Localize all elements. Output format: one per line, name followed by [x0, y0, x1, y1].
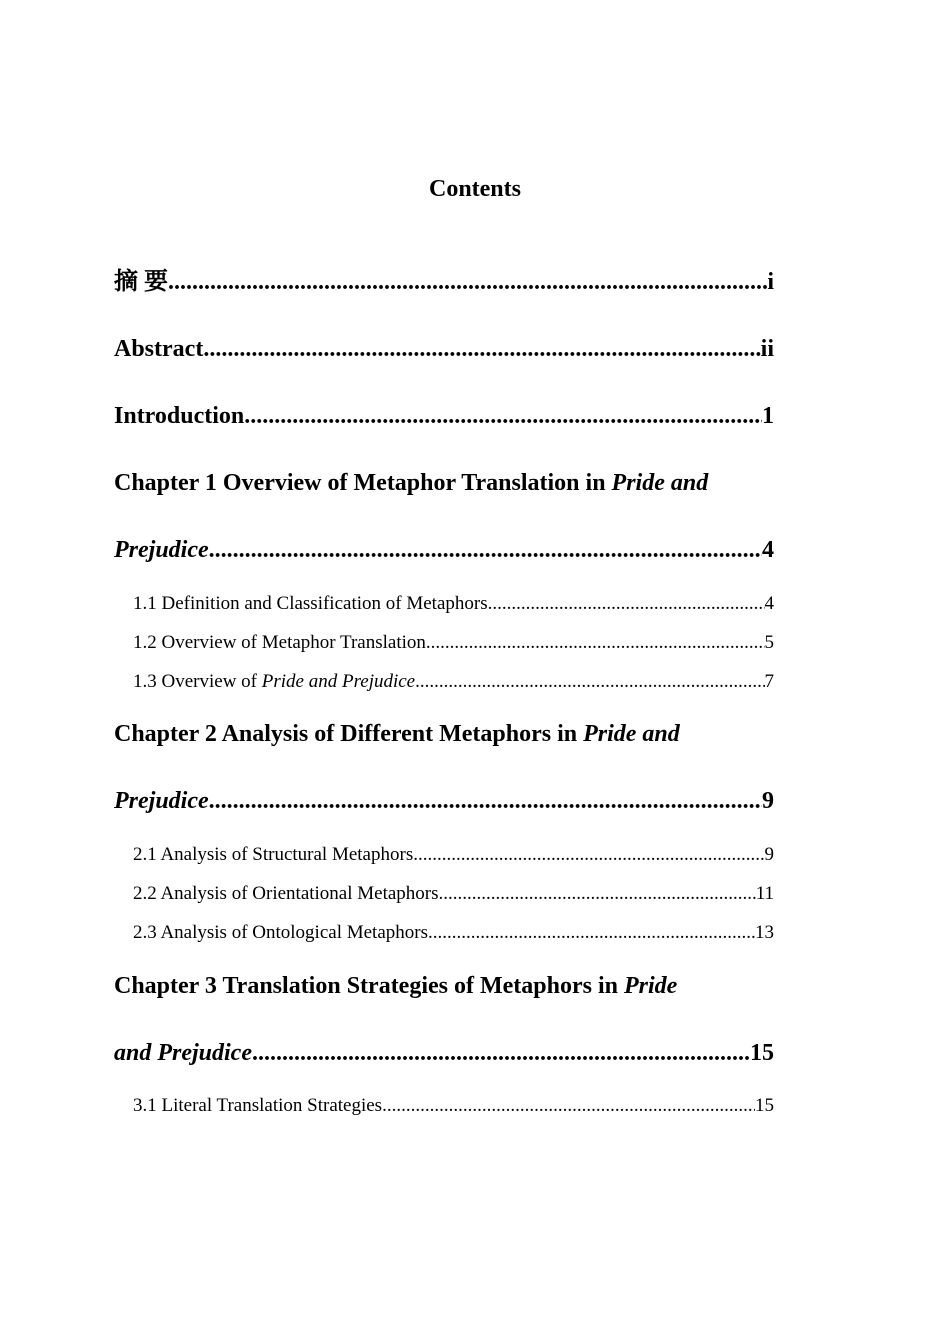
- toc-page-number: 4: [764, 593, 774, 614]
- toc-page-number: 15: [750, 1040, 774, 1066]
- leader-dots: [209, 786, 762, 816]
- leader-dots: [413, 843, 764, 867]
- leader-dots: [209, 535, 762, 565]
- toc-entry-3-1[interactable]: [133, 1094, 774, 1118]
- toc-label: 2.3 Analysis of Ontological Metaphors: [133, 922, 428, 943]
- toc-label: Introduction: [114, 403, 245, 429]
- toc-entry-1-3[interactable]: [133, 670, 774, 694]
- toc-page-number: 11: [755, 883, 774, 904]
- toc-entry-1-2[interactable]: [133, 631, 774, 655]
- toc-label: Prejudice: [114, 537, 209, 563]
- toc-page-number: 5: [764, 632, 774, 653]
- leader-dots: [439, 882, 756, 906]
- toc-chapter-2-line1[interactable]: Chapter 2 Analysis of Different Metaphors in Pride and: [114, 721, 680, 747]
- toc-page-number: 4: [762, 537, 774, 563]
- toc-page-number: i: [767, 269, 774, 295]
- toc-chapter-3-line1[interactable]: Chapter 3 Translation Strategies of Metaphors in Pride: [114, 973, 678, 999]
- toc-page-number: ii: [760, 336, 774, 362]
- toc-label: and Prejudice: [114, 1040, 252, 1066]
- toc-label: 1.3 Overview of Pride and Prejudice: [133, 671, 416, 692]
- leader-dots: [426, 631, 765, 655]
- toc-label: Prejudice: [114, 788, 209, 814]
- toc-entry-chapter-1[interactable]: [114, 535, 774, 565]
- toc-label: 1.2 Overview of Metaphor Translation: [133, 632, 426, 653]
- toc-page-number: 15: [755, 1095, 774, 1116]
- toc-label: 摘 要: [114, 269, 168, 295]
- toc-entry-1-1[interactable]: [133, 592, 774, 616]
- leader-dots: [252, 1038, 750, 1068]
- leader-dots: [203, 334, 760, 364]
- leader-dots: [428, 921, 755, 945]
- toc-page-number: 9: [764, 844, 774, 865]
- leader-dots: [244, 401, 762, 431]
- page-title: Contents: [428, 176, 521, 202]
- leader-dots: [488, 592, 765, 616]
- toc-entry-chapter-3[interactable]: [114, 1038, 774, 1068]
- toc-label: 3.1 Literal Translation Strategies: [133, 1095, 383, 1116]
- leader-dots: [168, 267, 767, 297]
- toc-page-number: 9: [762, 788, 774, 814]
- toc-chapter-1-line1[interactable]: Chapter 1 Overview of Metaphor Translation in Pride and: [114, 470, 709, 496]
- toc-entry-2-2[interactable]: [133, 882, 774, 906]
- toc-entry-abstract[interactable]: [114, 334, 774, 364]
- toc-entry-introduction[interactable]: [114, 401, 774, 431]
- toc-label: Abstract: [114, 336, 204, 362]
- toc-label: 2.2 Analysis of Orientational Metaphors: [133, 883, 439, 904]
- toc-entry-2-3[interactable]: [133, 921, 774, 945]
- toc-entry-zhaiyao[interactable]: [114, 267, 774, 297]
- leader-dots: [382, 1094, 755, 1118]
- toc-label: 1.1 Definition and Classification of Metaphors: [133, 593, 488, 614]
- toc-page-number: 1: [762, 403, 774, 429]
- toc-page-number: 7: [764, 671, 774, 692]
- toc-label: 2.1 Analysis of Structural Metaphors: [133, 844, 414, 865]
- toc-entry-chapter-2[interactable]: [114, 786, 774, 816]
- leader-dots: [415, 670, 764, 694]
- toc-entry-2-1[interactable]: [133, 843, 774, 867]
- toc-page-number: 13: [755, 922, 774, 943]
